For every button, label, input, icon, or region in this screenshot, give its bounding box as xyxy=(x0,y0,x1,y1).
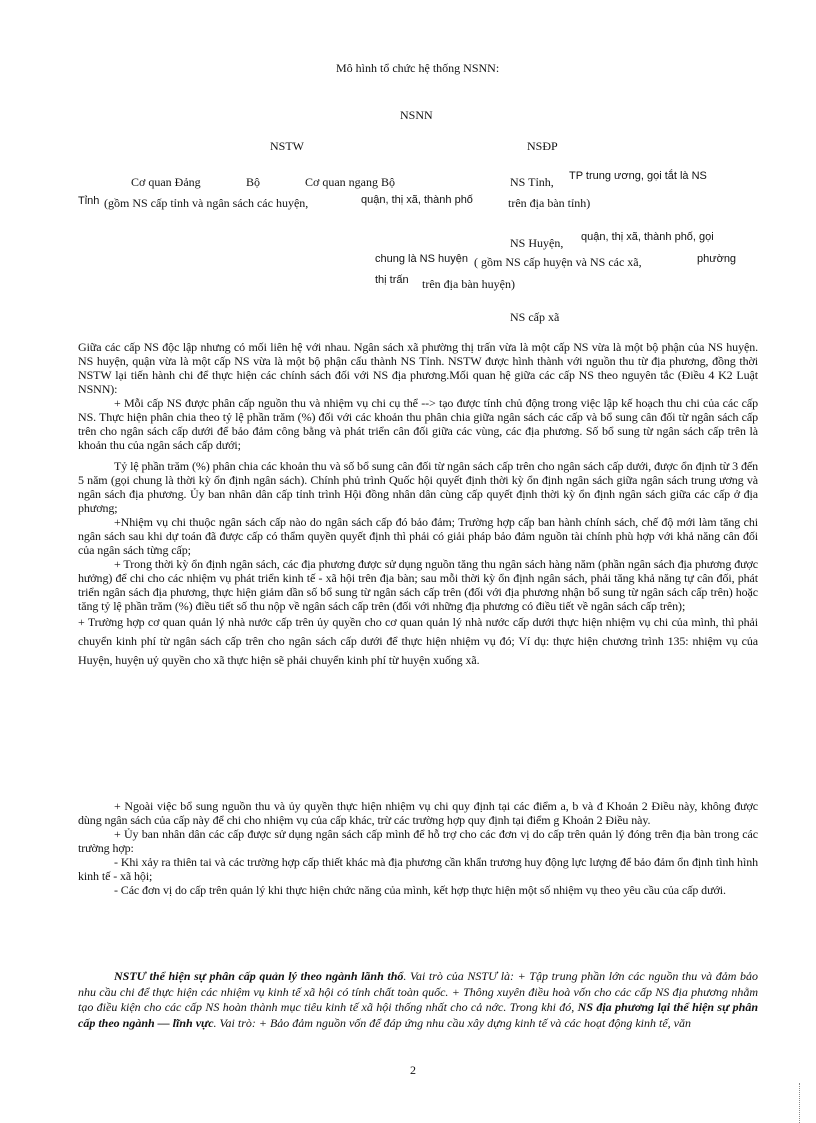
node-bo: Bộ xyxy=(246,175,261,189)
node-co-quan-dang: Cơ quan Đảng xyxy=(131,175,201,189)
page-edge-marker xyxy=(799,1083,806,1123)
paragraph-7: + Ngoài việc bổ sung nguồn thu và ủy quyền thực hiện nhiệm vụ chi quy định tại các điểm a, b và đ Khoản 2 Điều này, không được dùng ngân sách của cấp này để chi cho nhiệm vụ của cấp khác, trừ các trường hợp quy định tại điểm g Khoản 2 Điều này. xyxy=(78,799,758,827)
node-nstw: NSTW xyxy=(270,139,304,153)
diagram-title: Mô hình tổ chức hệ thống NSNN: xyxy=(336,61,500,75)
italic-bold-2: NS địa phương lại thể hiện sự phân cấp theo ngành — lĩnh vực xyxy=(78,1000,758,1030)
ns-tinh-note-d: quận, thị xã, thành phố xyxy=(361,194,473,206)
page-number: 2 xyxy=(410,1063,416,1077)
ns-huyen-note-b: chung là NS huyện xyxy=(375,253,468,265)
node-nsnn: NSNN xyxy=(400,108,433,122)
italic-text-1: . Vai trò của NSTƯ là: + Tập trung phần lớn các nguồn thu và đảm bảo nhu cầu chi để thực hiện các nhiệm vụ kinh tế xã hội có tính chất toàn quốc. + Thông xuyên điều hoà vốn cho các cấp NS địa phương nhằm tạo điều kiện cho các cấp NS hoàn thành mục tiêu kinh tế xã hội thống nhất cho cả nớc. Trong khi đó, xyxy=(78,969,758,1014)
ns-huyen-note-d: phường xyxy=(697,253,737,265)
node-ns-huyen: NS Huyện, xyxy=(510,236,564,250)
paragraph-2: + Mỗi cấp NS được phân cấp nguồn thu và nhiệm vụ chi cụ thể --> tạo được tính chủ động trong việc lập kế hoạch thu chi của các cấp NS. Thực hiện phân chia theo tỷ lệ phần trăm (%) đối với các khoản thu phân chia giữa ngân sách các cấp và bổ sung cân đối từ ngân sách cấp trên cho ngân sách cấp dưới để bảo đảm công bằng và phát triển cân đối giữa các vùng, các địa phương. Số bổ sung từ ngân sách cấp trên là khoản thu của ngân sách cấp dưới; xyxy=(78,396,758,452)
ns-huyen-note-f: trên địa bàn huyện) xyxy=(422,277,515,291)
paragraph-9: - Khi xảy ra thiên tai và các trường hợp cấp thiết khác mà địa phương cần khẩn trương huy động lực lượng để bảo đảm ổn định tình hình kinh tế - xã hội; xyxy=(78,855,758,883)
italic-text-2: . Vai trò: + Bảo đảm nguồn vốn để đáp ứng nhu cầu xây dựng kinh tế và các hoạt động kinh tế, văn xyxy=(213,1015,691,1030)
node-ns-tinh: NS Tỉnh, xyxy=(510,175,554,189)
ns-huyen-note-e: thị trấn xyxy=(375,274,409,286)
node-ns-cap-xa: NS cấp xã xyxy=(510,310,560,324)
paragraph-6 xyxy=(78,613,758,670)
ns-tinh-note-a: TP trung ương, gọi tắt là NS xyxy=(569,170,707,182)
ns-tinh-note-e: trên địa bàn tỉnh) xyxy=(508,196,591,210)
body-text-2 xyxy=(78,799,758,897)
paragraph-5: + Trong thời kỳ ổn định ngân sách, các địa phương được sử dụng nguồn tăng thu ngân sách hàng năm (phần ngân sách địa phương được hưởng) để chi cho các nhiệm vụ phát triển kinh tế - xã hội trên địa bàn; sau mỗi thời kỳ ổn định ngân sách, phải tăng khả năng tự cân đối, phát triển ngân sách địa phương, thực hiện giảm dần số bổ sung từ ngân sách cấp trên (đối với địa phương nhận bổ sung từ ngân sách cấp trên) hoặc tăng tỷ lệ phần trăm (%) điều tiết số thu nộp về ngân sách cấp trên (đối với những địa phương có điều tiết về ngân sách cấp trên); xyxy=(78,557,758,613)
italic-bold-1: NSTƯ thể hiện sự phân cấp quản lý theo ngành lãnh thổ xyxy=(114,969,404,983)
paragraph-6-example: Ví dụ: thực hiện chương trình 135: nhiệm vụ của Huyện, huyện uỷ quyền cho xã thực hiện sẽ phải chuyển kinh phí từ huyện xuống xã. xyxy=(78,634,758,667)
node-nsdp: NSĐP xyxy=(527,139,558,153)
paragraph-4: +Nhiệm vụ chi thuộc ngân sách cấp nào do ngân sách cấp đó bảo đảm; Trường hợp cấp ban hành chính sách, chế độ mới làm tăng chi ngân sách sau khi dự toán đã được cấp có thẩm quyền quyết định thì phải có giải pháp bảo đảm nguồn tài chính phù hợp với khả năng cân đối của ngân sách từng cấp; xyxy=(78,515,758,557)
ns-tinh-note-b: Tỉnh xyxy=(78,195,100,207)
ns-tinh-note-c: (gồm NS cấp tỉnh và ngân sách các huyện, xyxy=(104,196,309,210)
paragraph-1: Giữa các cấp NS độc lập nhưng có mối liên hệ với nhau. Ngân sách xã phường thị trấn vừa là một cấp NS vừa là một bộ phận của NS huyện. NS huyện, quận vừa là một cấp NS vừa là một bộ phận cấu thành NS Tỉnh. NSTW được hình thành với nguồn thu từ địa phương, đồng thời NSTW lại tiến hành chi để thực hiện các chính sách đối với NS địa phương.Mối quan hệ giữa các cấp NS theo nguyên tắc (Điều 4 K2 Luật NSNN): xyxy=(78,340,758,396)
body-text xyxy=(78,340,758,670)
paragraph-6-main: + Trường hợp cơ quan quản lý nhà nước cấp trên ủy quyền cho cơ quan quản lý nhà nước cấp dưới thực hiện nhiệm vụ chi của mình, thì phải chuyển kinh phí từ ngân sách cấp trên cho ngân sách cấp dưới để thực hiện nhiệm vụ đó; xyxy=(78,615,758,648)
ns-huyen-note-c: ( gồm NS cấp huyện và NS các xã, xyxy=(474,255,642,269)
node-co-quan-ngang-bo: Cơ quan ngang Bộ xyxy=(305,175,396,189)
ns-huyen-note-a: quận, thị xã, thành phố, gọi xyxy=(581,231,714,243)
italic-paragraph xyxy=(78,969,758,1031)
paragraph-3: Tỷ lệ phần trăm (%) phân chia các khoản thu và số bổ sung cân đối từ ngân sách cấp trên cho ngân sách cấp dưới, được ổn định từ 3 đến 5 năm (gọi chung là thời kỳ ổn định ngân sách). Chính phủ trình Quốc hội quyết định thời kỳ ổn định ngân sách giữa ngân sách trung ương và ngân sách địa phương. Ủy ban nhân dân cấp tỉnh trình Hội đồng nhân dân cùng cấp quyết định thời kỳ ổn định ngân sách giữa các cấp ở địa phương; xyxy=(78,459,758,515)
paragraph-10: - Các đơn vị do cấp trên quản lý khi thực hiện chức năng của mình, kết hợp thực hiện một số nhiệm vụ theo yêu cầu của cấp dưới. xyxy=(114,883,726,897)
paragraph-8: + Ủy ban nhân dân các cấp được sử dụng ngân sách cấp mình để hỗ trợ cho các đơn vị do cấp trên quản lý đóng trên địa bàn trong các trường hợp: xyxy=(78,827,758,855)
